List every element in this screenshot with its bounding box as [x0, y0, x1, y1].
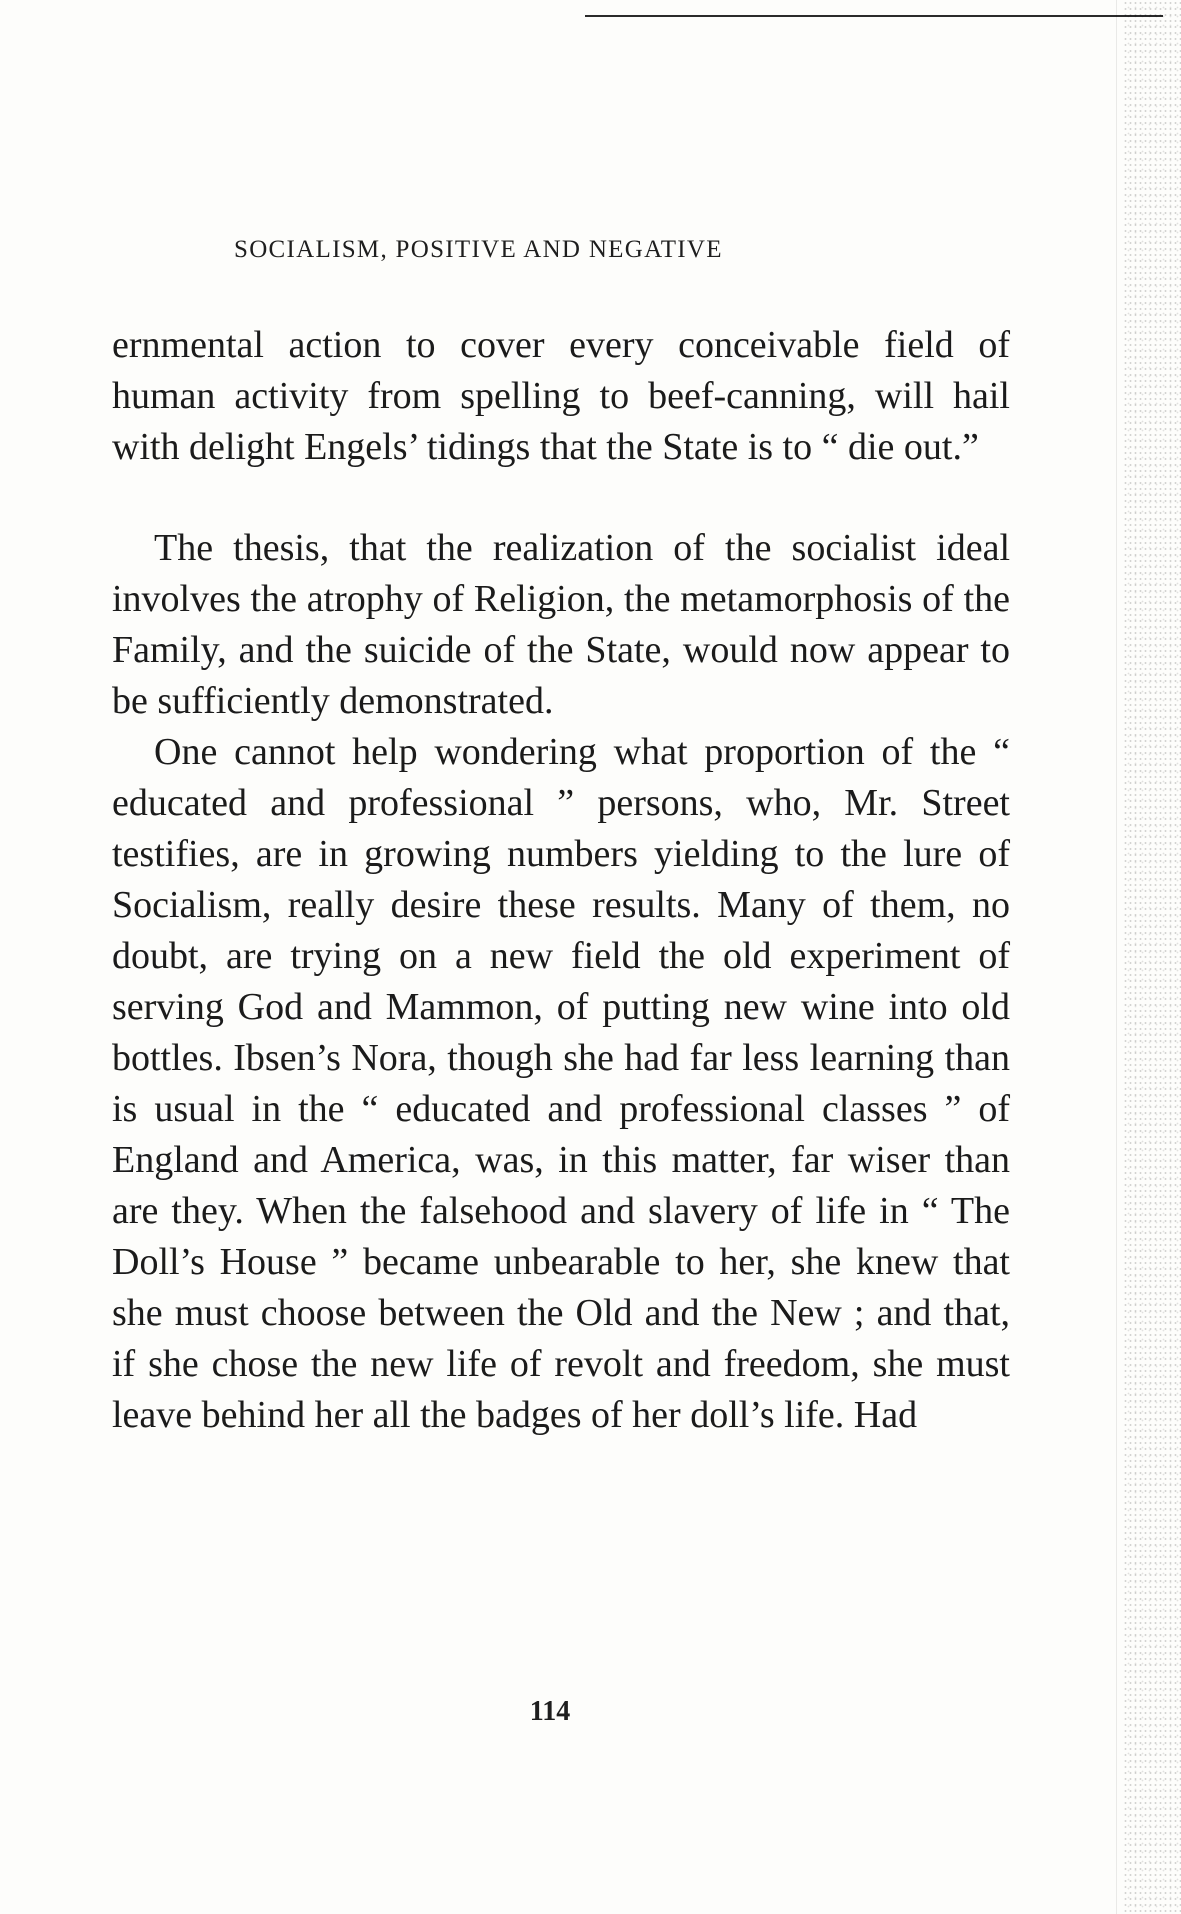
running-head: SOCIALISM, POSITIVE AND NEGATIVE — [234, 236, 723, 263]
body-text — [112, 320, 1010, 1441]
page-edge-speckle — [1123, 0, 1181, 1914]
paragraph-proportion: One cannot help wondering what proportion of the “ educated and professional ” persons, who, Mr. Street testifies, are in growing numbers yielding to the lure of Socialism, really desire these results. Many of them, no doubt, are trying on a new field the old experiment of serving God and Mammon, of putting new wine into old bottles. Ibsen’s Nora, though she had far less learning than is usual in the “ educated and professional classes ” of England and America, was, in this matter, far wiser than are they. When the falsehood and slavery of life in “ The Doll’s House ” became unbearable to her, she knew that she must choose between the Old and the New ; and that, if she chose the new life of revolt and freedom, she must leave behind her all the badges of her doll’s life. Had — [112, 731, 1010, 1436]
page-edge-line — [1116, 0, 1117, 1914]
page-number: 114 — [529, 1696, 571, 1727]
paragraph-continuation: ernmental action to cover every conceivable field of human activity from spelling to beef-canning, will hail with delight Engels’ tidings that the State is to “ die out.” — [112, 324, 1010, 468]
section-break — [112, 473, 1010, 523]
paragraph-thesis: The thesis, that the realization of the socialist ideal involves the atrophy of Religion, the metamorphosis of the Family, and the suicide of the State, would now appear to be sufficiently demonstrated. — [112, 527, 1010, 722]
top-rule — [585, 15, 1163, 17]
